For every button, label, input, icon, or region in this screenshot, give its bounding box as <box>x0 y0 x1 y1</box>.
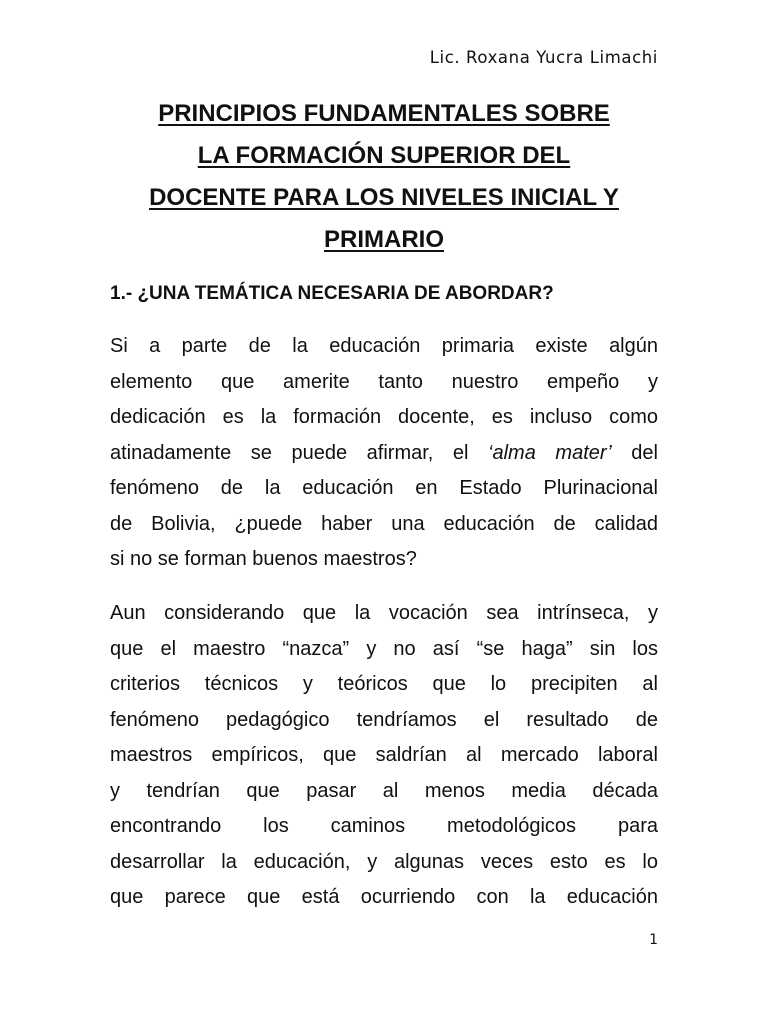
paragraph-line-with-emphasis <box>110 436 658 472</box>
line-text-after: del <box>611 441 658 464</box>
paragraph-line: maestros empíricos, que saldrían al mercado laboral <box>110 744 658 766</box>
title-line: PRIMARIO <box>324 226 444 253</box>
section-heading: 1.- ¿UNA TEMÁTICA NECESARIA DE ABORDAR? <box>110 283 554 304</box>
paragraph-line: fenómeno pedagógico tendríamos el resultado de <box>110 708 658 731</box>
paragraph-2 <box>110 596 658 916</box>
paragraph-line: criterios técnicos y teóricos que lo precipiten al <box>110 673 658 695</box>
paragraph-line: que el maestro “nazca” y no así “se haga” sin los <box>110 637 658 660</box>
line-text-before: atinadamente se puede afirmar, el <box>110 441 489 464</box>
document-title <box>110 93 658 261</box>
paragraph-1 <box>110 329 658 578</box>
title-line: DOCENTE PARA LOS NIVELES INICIAL Y <box>149 184 619 211</box>
paragraph-line: dedicación es la formación docente, es incluso como <box>110 406 658 428</box>
paragraph-line: de Bolivia, ¿puede haber una educación de calidad <box>110 512 658 535</box>
header-author: Lic. Roxana Yucra Limachi <box>429 48 658 67</box>
title-line: LA FORMACIÓN SUPERIOR DEL <box>197 142 571 169</box>
page-number: 1 <box>649 932 658 948</box>
paragraph-line: Si a parte de la educación primaria existe algún <box>110 335 658 357</box>
paragraph-line: fenómeno de la educación en Estado Plurinacional <box>110 477 658 499</box>
paragraph-line: desarrollar la educación, y algunas veces esto es lo <box>110 850 658 873</box>
paragraph-line: Aun considerando que la vocación sea intrínseca, y <box>110 602 658 624</box>
paragraph-line: si no se forman buenos maestros? <box>110 548 417 570</box>
alma-mater-emphasis: ‘alma mater’ <box>488 441 612 464</box>
paragraph-line: y tendrían que pasar al menos media década <box>110 779 658 802</box>
paragraph-line: elemento que amerite tanto nuestro empeño y <box>110 370 658 393</box>
paragraph-line: encontrando los caminos metodológicos para <box>110 815 658 837</box>
title-line: PRINCIPIOS FUNDAMENTALES SOBRE <box>158 100 610 127</box>
paragraph-line: que parece que está ocurriendo con la educación <box>110 886 658 908</box>
